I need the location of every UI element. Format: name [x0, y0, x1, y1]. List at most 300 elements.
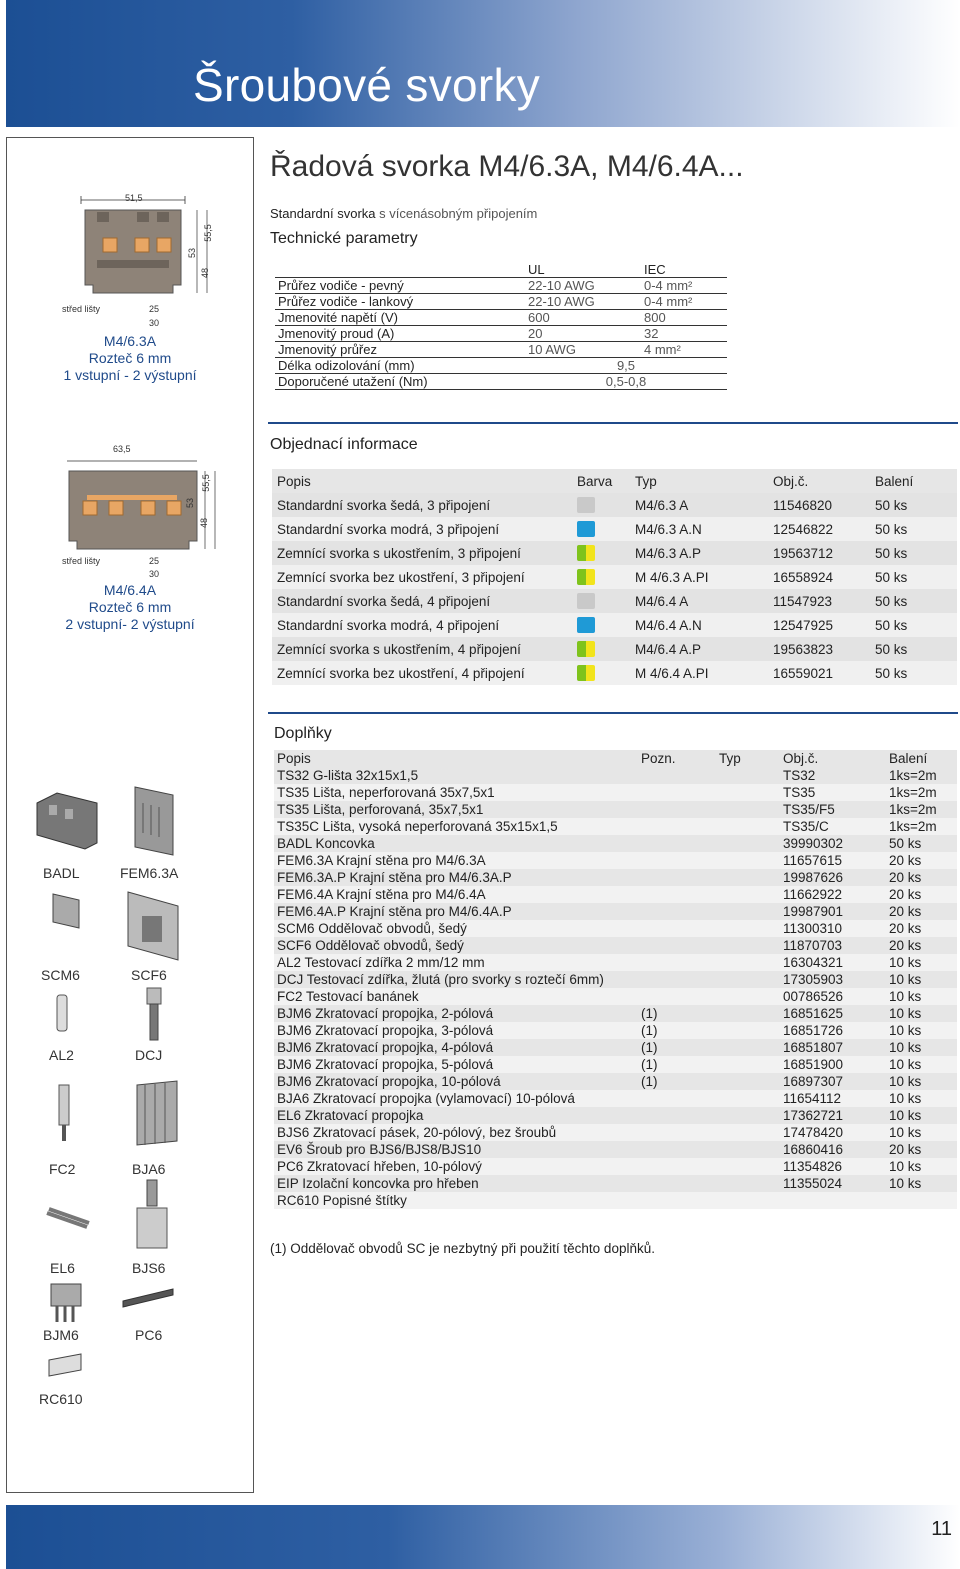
bja6-bridge-image: [127, 1075, 192, 1153]
accessory-number: 19987626: [780, 869, 886, 886]
accessory-type: [716, 1124, 780, 1141]
table-row: [274, 1090, 957, 1107]
table-row: Jmenovitý proud (A) 20 32: [275, 326, 727, 342]
terminal-drawing-m4-64a: [57, 453, 227, 573]
accessory-text: Krajní stěna pro M4/6.3A.P: [345, 870, 512, 885]
accessory-text: Testovací banánek: [302, 989, 419, 1004]
dimension-height-55-5: 55,5: [202, 224, 213, 242]
figure-caption-pitch: Rozteč 6 mm: [88, 599, 172, 615]
table-row: [272, 661, 957, 685]
table-row: Jmenovitý průřez 10 AWG 4 mm²: [275, 342, 727, 358]
accessory-desc: [274, 886, 638, 903]
accessory-pack: 10 ks: [886, 1005, 957, 1022]
dimension-height-53: 53: [185, 497, 196, 509]
bjm6-jumper-image: [47, 1280, 87, 1326]
accessory-code: FEM6.3A.P: [277, 870, 346, 885]
order-desc: Standardní svorka modrá, 4 připojení: [272, 613, 572, 637]
accessory-desc: [274, 767, 638, 784]
accessory-code: BJM6: [277, 1023, 312, 1038]
table-row: [274, 886, 957, 903]
accessory-type: [716, 1005, 780, 1022]
dimension-bottom-30: 30: [149, 318, 160, 328]
accessory-desc: [274, 835, 638, 852]
order-number: 11546820: [768, 493, 870, 517]
table-row: [274, 1022, 957, 1039]
order-type: M4/6.3 A.N: [630, 517, 768, 541]
accessory-caption: BJS6: [132, 1260, 166, 1276]
accessory-number: 17478420: [780, 1124, 886, 1141]
accessory-caption: BADL: [43, 865, 80, 881]
color-swatch-cell: [572, 517, 630, 541]
accessory-code: BJA6: [277, 1091, 310, 1106]
order-table: [272, 469, 957, 685]
al2-test-socket-image: [53, 993, 73, 1037]
table-header-row: Popis Pozn. Typ Obj.č. Balení: [274, 750, 957, 767]
color-swatch-cell: [572, 613, 630, 637]
table-row: [274, 1107, 957, 1124]
accessory-caption: SCM6: [41, 967, 80, 983]
dcj-test-socket-image: [142, 986, 168, 1044]
accessory-number: TS35: [780, 784, 886, 801]
footer-banner: [6, 1505, 960, 1569]
accessory-type: [716, 988, 780, 1005]
order-type: M4/6.4 A.P: [630, 637, 768, 661]
accessory-caption: FC2: [49, 1161, 76, 1177]
order-pack: 50 ks: [870, 589, 957, 613]
accessory-code: FEM6.4A.P: [277, 904, 346, 919]
pc6-comb-image: [119, 1283, 179, 1313]
accessory-desc: [274, 1107, 638, 1124]
table-row: [274, 1175, 957, 1192]
order-number: 16558924: [768, 565, 870, 589]
dimension-height-53: 53: [187, 247, 198, 259]
accessory-caption: BJA6: [132, 1161, 166, 1177]
table-row: [274, 920, 957, 937]
el6-jumper-image: [43, 1203, 93, 1235]
accessory-text: Zkratovací pásek, 20-pólový, bez šroubů: [309, 1125, 557, 1140]
order-pack: 50 ks: [870, 637, 957, 661]
product-title: Řadová svorka M4/6.3A, M4/6.4A...: [270, 150, 744, 183]
figure-panel: [6, 137, 254, 1493]
accessory-desc: [274, 801, 638, 818]
accessory-type: [716, 1073, 780, 1090]
order-desc: Zemnící svorka s ukostřením, 4 připojení: [272, 637, 572, 661]
accessory-number: 16851625: [780, 1005, 886, 1022]
terminal-color-icon: [577, 521, 595, 537]
dimension-bottom-25: 25: [149, 304, 160, 314]
color-swatch-cell: [572, 589, 630, 613]
figure-caption-io: 2 vstupní- 2 výstupní: [65, 616, 195, 632]
table-row: [274, 1124, 957, 1141]
rail-center-label: střed lišty: [62, 556, 101, 566]
accessory-desc: [274, 988, 638, 1005]
accessory-code: EL6: [277, 1108, 302, 1123]
accessory-type: [716, 869, 780, 886]
accessory-code: EIP: [277, 1176, 299, 1191]
table-row: [274, 1039, 957, 1056]
accessory-pack: 1ks=2m: [886, 767, 957, 784]
terminal-color-icon: [577, 617, 595, 633]
figure-caption-name: M4/6.4A: [103, 582, 157, 598]
table-row: [272, 517, 957, 541]
dimension-width: 51,5: [125, 193, 143, 203]
accessory-type: [716, 1192, 780, 1209]
accessory-number: TS32: [780, 767, 886, 784]
color-swatch-cell: [572, 541, 630, 565]
order-number: 19563712: [768, 541, 870, 565]
accessory-text: Krajní stěna pro M4/6.4A.P: [345, 904, 512, 919]
accessory-type: [716, 818, 780, 835]
accessory-text: Zkratovací propojka, 2-pólová: [311, 1006, 494, 1021]
accessory-type: [716, 801, 780, 818]
table-row: [274, 852, 957, 869]
accessory-note: (1): [638, 1039, 716, 1056]
accessory-number: 17305903: [780, 971, 886, 988]
accessory-type: [716, 971, 780, 988]
table-row: [274, 1141, 957, 1158]
accessory-type: [716, 784, 780, 801]
table-row: [274, 835, 957, 852]
accessory-note: (1): [638, 1022, 716, 1039]
accessory-text: Lišta, perforovaná, 35x7,5x1: [309, 802, 484, 817]
accessory-text: Lišta, neperforovaná 35x7,5x1: [309, 785, 495, 800]
accessory-number: 11657615: [780, 852, 886, 869]
accessory-desc: [274, 818, 638, 835]
accessory-number: 39990302: [780, 835, 886, 852]
accessory-note: [638, 801, 716, 818]
dimension-bottom-25: 25: [149, 556, 160, 566]
order-type: M 4/6.4 A.PI: [630, 661, 768, 685]
accessory-desc: [274, 903, 638, 920]
accessory-type: [716, 1141, 780, 1158]
accessory-text: Lišta, vysoká neperforovaná 35x15x1,5: [319, 819, 558, 834]
accessory-number: 16851900: [780, 1056, 886, 1073]
dimension-height-48: 48: [200, 267, 211, 279]
accessory-text: Oddělovač obvodů, šedý: [311, 938, 464, 953]
accessory-note: [638, 988, 716, 1005]
accessory-desc: [274, 1039, 638, 1056]
accessory-type: [716, 1039, 780, 1056]
accessory-note: [638, 767, 716, 784]
table-row: [274, 1005, 957, 1022]
tech-params-table: [275, 262, 727, 390]
accessory-note: [638, 920, 716, 937]
accessory-pack: 10 ks: [886, 971, 957, 988]
terminal-color-icon: [577, 545, 595, 561]
order-type: M4/6.3 A.P: [630, 541, 768, 565]
accessory-type: [716, 1022, 780, 1039]
table-row: [274, 1158, 957, 1175]
accessory-caption: RC610: [39, 1391, 83, 1407]
order-number: 11547923: [768, 589, 870, 613]
table-row: [272, 493, 957, 517]
accessory-pack: 10 ks: [886, 988, 957, 1005]
accessory-desc: [274, 971, 638, 988]
accessory-type: [716, 1107, 780, 1124]
accessory-note: [638, 1192, 716, 1209]
figure-caption-io: 1 vstupní - 2 výstupní: [63, 367, 197, 383]
accessory-note: [638, 937, 716, 954]
accessory-text: Koncovka: [311, 836, 375, 851]
order-type: M 4/6.3 A.PI: [630, 565, 768, 589]
accessory-pack: 20 ks: [886, 1141, 957, 1158]
figure-caption-pitch: Rozteč 6 mm: [88, 350, 172, 366]
subtitle-rest: s vícenásobným připojením: [375, 206, 538, 221]
accessory-code: RC610: [277, 1193, 320, 1208]
col-ul: UL: [525, 262, 641, 278]
table-row: [274, 1073, 957, 1090]
accessory-caption: DCJ: [135, 1047, 163, 1063]
accessory-desc: [274, 869, 638, 886]
accessory-pack: 20 ks: [886, 886, 957, 903]
accessory-note: [638, 869, 716, 886]
accessory-text: Izolační koncovka pro hřeben: [298, 1176, 479, 1191]
table-header-row: [275, 262, 727, 278]
accessory-type: [716, 954, 780, 971]
accessory-desc: [274, 1022, 638, 1039]
accessory-pack: 20 ks: [886, 920, 957, 937]
accessory-note: [638, 903, 716, 920]
accessory-text: Testovací zdířka 2 mm/12 mm: [301, 955, 485, 970]
accessory-code: BJM6: [277, 1074, 312, 1089]
accessory-desc: [274, 954, 638, 971]
accessory-code: FC2: [277, 989, 303, 1004]
order-number: 12546822: [768, 517, 870, 541]
order-desc: Zemnící svorka bez ukostření, 3 připojení: [272, 565, 572, 589]
accessory-code: BJM6: [277, 1040, 312, 1055]
accessories-section-title: Doplňky: [274, 725, 332, 742]
accessory-caption: EL6: [50, 1260, 75, 1276]
accessory-number: 11662922: [780, 886, 886, 903]
tech-section-title: Technické parametry: [270, 230, 418, 247]
accessory-pack: 10 ks: [886, 1039, 957, 1056]
page-header-title: Šroubové svorky: [193, 59, 541, 111]
accessory-code: DCJ: [277, 972, 304, 987]
accessory-pack: 10 ks: [886, 1124, 957, 1141]
accessory-number: 16851726: [780, 1022, 886, 1039]
accessory-desc: [274, 1158, 638, 1175]
accessory-number: 16897307: [780, 1073, 886, 1090]
accessory-note: [638, 954, 716, 971]
section-divider: [268, 712, 958, 714]
dimension-height-48: 48: [199, 517, 210, 529]
product-subtitle: [270, 206, 537, 221]
table-row: [272, 565, 957, 589]
table-row: Průřez vodiče - lankový 22-10 AWG 0-4 mm²: [275, 294, 727, 310]
scm6-separator-image: [47, 888, 87, 932]
order-desc: Standardní svorka šedá, 3 připojení: [272, 493, 572, 517]
accessory-text: Popisné štítky: [319, 1193, 407, 1208]
col-iec: IEC: [641, 262, 727, 278]
accessory-number: [780, 1192, 886, 1209]
order-pack: 50 ks: [870, 493, 957, 517]
color-swatch-cell: [572, 565, 630, 589]
accessory-number: TS35/F5: [780, 801, 886, 818]
bjs6-strip-image: [133, 1178, 173, 1254]
color-swatch-cell: [572, 493, 630, 517]
table-row: [274, 767, 957, 784]
accessory-note: [638, 835, 716, 852]
table-row: [274, 971, 957, 988]
accessory-type: [716, 835, 780, 852]
table-row: [272, 637, 957, 661]
accessory-pack: 10 ks: [886, 1107, 957, 1124]
accessory-number: 11355024: [780, 1175, 886, 1192]
badl-end-stop-image: [29, 783, 109, 855]
accessory-text: Testovací zdířka, žlutá (pro svorky s roztečí 6mm): [303, 972, 604, 987]
accessory-pack: 20 ks: [886, 937, 957, 954]
table-row: Doporučené utažení (Nm) 0,5-0,8: [275, 374, 727, 390]
table-row: [274, 1192, 957, 1209]
accessory-pack: 1ks=2m: [886, 784, 957, 801]
table-row: Délka odizolování (mm) 9,5: [275, 358, 727, 374]
accessory-desc: [274, 852, 638, 869]
accessory-code: FEM6.4A: [277, 887, 333, 902]
accessory-code: SCM6: [277, 921, 315, 936]
accessory-code: TS35: [277, 802, 310, 817]
accessory-note: (1): [638, 1073, 716, 1090]
accessory-desc: [274, 1141, 638, 1158]
figure-caption-name: M4/6.3A: [103, 333, 157, 349]
accessory-type: [716, 1175, 780, 1192]
accessory-pack: 10 ks: [886, 1175, 957, 1192]
accessory-note: [638, 886, 716, 903]
accessory-pack: [886, 1192, 957, 1209]
table-row: [274, 784, 957, 801]
order-pack: 50 ks: [870, 661, 957, 685]
accessory-number: TS35/C: [780, 818, 886, 835]
accessory-note: [638, 818, 716, 835]
accessory-number: 11300310: [780, 920, 886, 937]
accessory-pack: 10 ks: [886, 1073, 957, 1090]
accessory-code: SCF6: [277, 938, 312, 953]
table-row: [274, 903, 957, 920]
accessory-number: 16851807: [780, 1039, 886, 1056]
order-desc: Standardní svorka modrá, 3 připojení: [272, 517, 572, 541]
accessory-desc: [274, 1073, 638, 1090]
accessories-table: [274, 750, 957, 1209]
accessory-number: 16304321: [780, 954, 886, 971]
accessory-desc: [274, 1056, 638, 1073]
accessory-desc: [274, 784, 638, 801]
accessory-caption: PC6: [135, 1327, 163, 1343]
accessory-pack: 10 ks: [886, 1158, 957, 1175]
accessory-pack: 20 ks: [886, 852, 957, 869]
table-row: [272, 589, 957, 613]
order-type: M4/6.3 A: [630, 493, 768, 517]
order-number: 19563823: [768, 637, 870, 661]
accessory-caption: AL2: [49, 1047, 74, 1063]
accessory-note: [638, 1090, 716, 1107]
order-pack: 50 ks: [870, 517, 957, 541]
rail-center-label: střed lišty: [62, 304, 101, 314]
accessory-note: [638, 852, 716, 869]
accessory-number: 19987901: [780, 903, 886, 920]
accessory-desc: [274, 1124, 638, 1141]
accessory-code: TS35C: [277, 819, 320, 834]
accessory-code: FEM6.3A: [277, 853, 333, 868]
table-row: Jmenovité napětí (V) 600 800: [275, 310, 727, 326]
scf6-separator-image: [122, 886, 187, 966]
accessory-text: Zkratovací propojka (vylamovací) 10-pólová: [309, 1091, 575, 1106]
table-row: [274, 937, 957, 954]
accessory-number: 11354826: [780, 1158, 886, 1175]
table-row: Průřez vodiče - pevný 22-10 AWG 0-4 mm²: [275, 278, 727, 294]
terminal-color-icon: [577, 641, 595, 657]
order-pack: 50 ks: [870, 613, 957, 637]
accessory-caption: FEM6.3A: [120, 865, 179, 881]
accessory-text: Zkratovací propojka, 4-pólová: [311, 1040, 494, 1055]
fc2-banana-plug-image: [55, 1083, 75, 1145]
accessory-text: Zkratovací propojka, 3-pólová: [311, 1023, 494, 1038]
table-row: [274, 818, 957, 835]
accessory-note: (1): [638, 1005, 716, 1022]
accessory-caption: SCF6: [131, 967, 167, 983]
order-type: M4/6.4 A: [630, 589, 768, 613]
accessory-pack: 20 ks: [886, 903, 957, 920]
dimension-width: 63,5: [113, 444, 131, 454]
accessory-code: BJS6: [277, 1125, 310, 1140]
footnote: (1) Oddělovač obvodů SC je nezbytný při použití těchto doplňků.: [270, 1241, 655, 1256]
accessory-text: Oddělovač obvodů, šedý: [314, 921, 467, 936]
color-swatch-cell: [572, 637, 630, 661]
accessory-type: [716, 886, 780, 903]
accessory-text: Šroub pro BJS6/BJS8/BJS10: [302, 1142, 482, 1157]
accessory-note: [638, 1141, 716, 1158]
accessory-pack: 50 ks: [886, 835, 957, 852]
accessory-text: Zkratovací propojka, 10-pólová: [311, 1074, 501, 1089]
order-pack: 50 ks: [870, 541, 957, 565]
accessory-note: [638, 1107, 716, 1124]
accessory-desc: [274, 1192, 638, 1209]
accessory-number: 11654112: [780, 1090, 886, 1107]
accessory-note: (1): [638, 1056, 716, 1073]
accessory-code: TS35: [277, 785, 310, 800]
dimension-height-55-5: 55,5: [200, 474, 211, 492]
accessory-code: PC6: [277, 1159, 304, 1174]
accessory-code: AL2: [277, 955, 302, 970]
order-number: 12547925: [768, 613, 870, 637]
accessory-text: Zkratovací propojka, 5-pólová: [311, 1057, 494, 1072]
fem63a-end-plate-image: [127, 783, 182, 858]
accessory-type: [716, 937, 780, 954]
table-row: [272, 541, 957, 565]
accessory-note: [638, 971, 716, 988]
subtitle-bold: Standardní svorka: [270, 206, 376, 221]
table-row: [272, 613, 957, 637]
order-desc: Standardní svorka šedá, 4 připojení: [272, 589, 572, 613]
terminal-color-icon: [577, 497, 595, 513]
accessory-type: [716, 920, 780, 937]
section-divider: [268, 422, 958, 424]
accessory-pack: 10 ks: [886, 1056, 957, 1073]
accessory-note: [638, 1124, 716, 1141]
accessory-type: [716, 903, 780, 920]
page-number: 11: [931, 1518, 952, 1540]
accessory-type: [716, 1056, 780, 1073]
accessory-pack: 10 ks: [886, 954, 957, 971]
accessory-code: EV6: [277, 1142, 303, 1157]
accessory-type: [716, 1158, 780, 1175]
accessory-text: G-lišta 32x15x1,5: [309, 768, 419, 783]
accessory-code: BJM6: [277, 1057, 312, 1072]
order-section-title: Objednací informace: [270, 436, 418, 453]
accessory-number: 17362721: [780, 1107, 886, 1124]
accessory-code: BADL: [277, 836, 312, 851]
accessory-pack: 20 ks: [886, 869, 957, 886]
accessory-desc: [274, 920, 638, 937]
accessory-note: [638, 1175, 716, 1192]
